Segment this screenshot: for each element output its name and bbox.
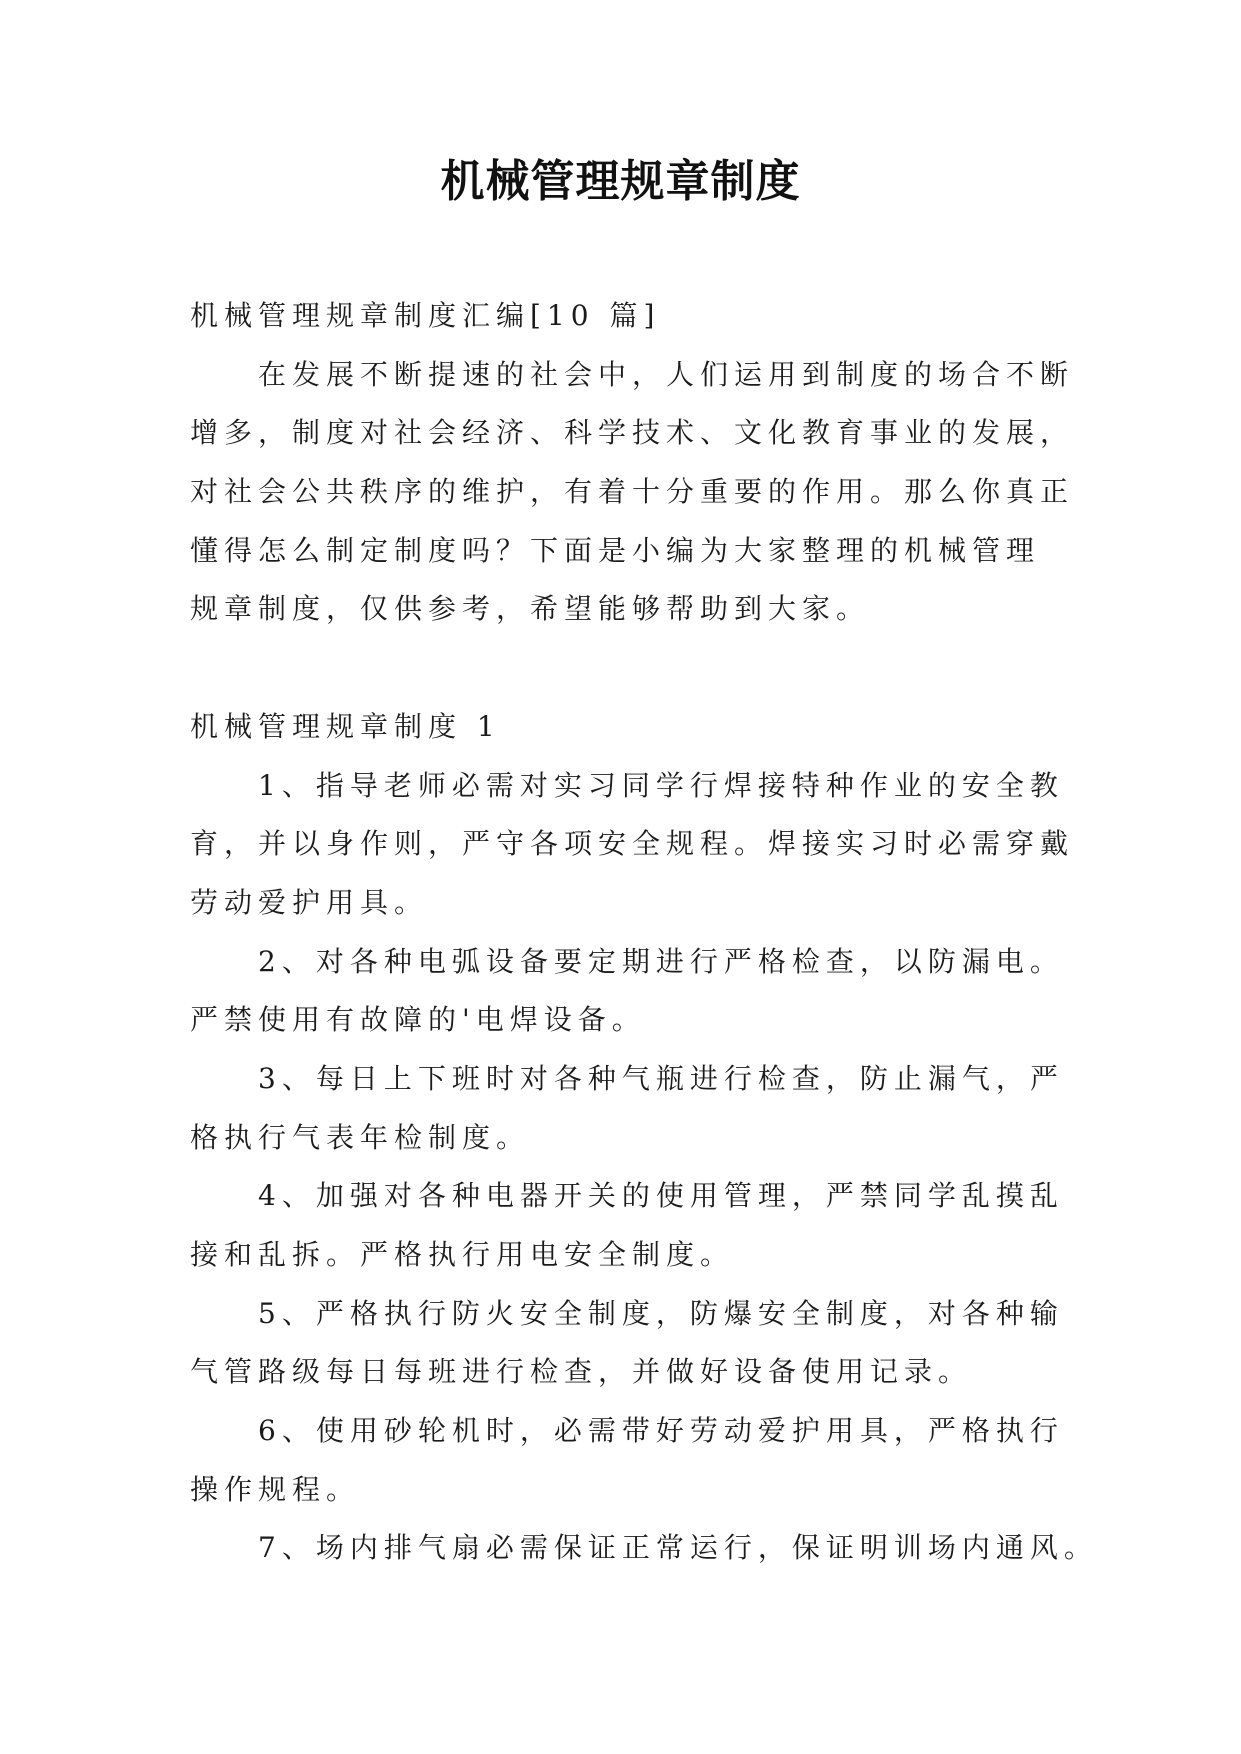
rule-item-line: 严禁使用有故障的'电焊设备。 — [190, 1003, 646, 1037]
rule-item-line: 1、指导老师必需对实习同学行焊接特种作业的安全教 — [258, 768, 1064, 802]
collection-heading: 机械管理规章制度汇编[10 篇] — [190, 299, 661, 332]
rule-item-line: 5、严格执行防火安全制度，防爆安全制度，对各种输 — [258, 1296, 1064, 1330]
blank-line — [190, 639, 1110, 698]
rule-item-6 — [190, 1402, 1110, 1519]
intro-paragraph — [190, 346, 1110, 639]
section-heading: 机械管理规章制度 1 — [190, 709, 501, 743]
rule-item-line: 7、场内排气扇必需保证正常运行，保证明训场内通风。 — [258, 1531, 1098, 1565]
rule-item-5 — [190, 1285, 1110, 1402]
rule-item-4 — [190, 1167, 1110, 1284]
rule-item-line: 3、每日上下班时对各种气瓶进行检查，防止漏气，严 — [258, 1061, 1064, 1095]
intro-paragraph-line: 对社会公共秩序的维护，有着十分重要的作用。那么你真正 — [190, 475, 1075, 509]
rule-item-7 — [190, 1519, 1110, 1578]
rule-item-3 — [190, 1050, 1110, 1167]
intro-paragraph-line: 在发展不断提速的社会中，人们运用到制度的场合不断 — [258, 357, 1075, 391]
intro-paragraph-line: 增多，制度对社会经济、科学技术、文化教育事业的发展， — [190, 416, 1075, 450]
rule-item-line: 接和乱拆。严格执行用电安全制度。 — [190, 1238, 735, 1271]
rule-item-1 — [190, 757, 1110, 933]
rule-item-2 — [190, 933, 1110, 1050]
rule-item-line: 格执行气表年检制度。 — [190, 1120, 531, 1154]
rule-item-line: 育，并以身作则，严守各项安全规程。焊接实习时必需穿戴 — [190, 827, 1075, 861]
rule-item-line: 操作规程。 — [190, 1472, 361, 1506]
rule-item-line: 4、加强对各种电器开关的使用管理，严禁同学乱摸乱 — [258, 1179, 1064, 1213]
rule-item-line: 2、对各种电弧设备要定期进行严格检查，以防漏电。 — [258, 944, 1064, 978]
intro-paragraph-line: 懂得怎么制定制度吗？下面是小编为大家整理的机械管理 — [190, 533, 1041, 567]
intro-paragraph-line: 规章制度，仅供参考，希望能够帮助到大家。 — [190, 592, 871, 626]
rule-item-line: 气管路级每日每班进行检查，并做好设备使用记录。 — [190, 1355, 973, 1389]
document-title: 机械管理规章制度 — [440, 156, 801, 207]
rule-item-line: 劳动爱护用具。 — [190, 885, 429, 919]
rule-item-line: 6、使用砂轮机时，必需带好劳动爱护用具，严格执行 — [258, 1414, 1064, 1448]
document-body — [190, 287, 1110, 1578]
